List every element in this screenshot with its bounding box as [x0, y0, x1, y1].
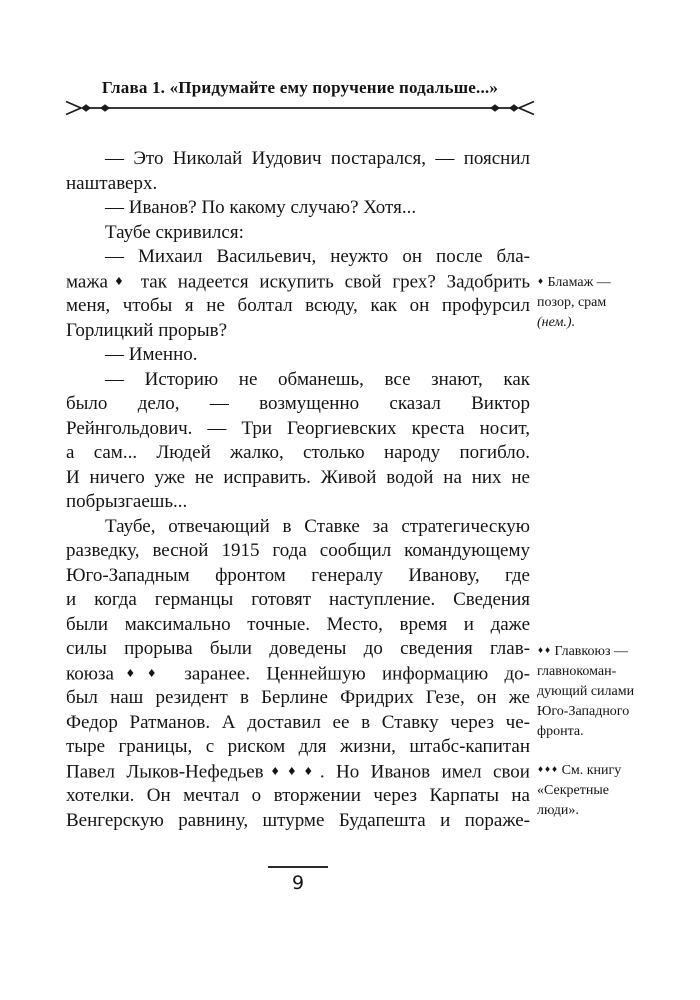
- text-line: силы прорыва были доведены до сведения глав-: [66, 638, 530, 659]
- footnote-marker-icon: ♦♦: [537, 646, 552, 655]
- footnote-marker-icon: ♦: [537, 277, 545, 286]
- text-line: — Михаил Васильевич, неужто он после бла-: [105, 246, 530, 267]
- footnote-marker-icon: ♦: [107, 274, 130, 288]
- note-line: позор, срам: [537, 295, 607, 311]
- margin-note-blamazh: [537, 272, 667, 333]
- text-line: разведку, весной 1915 года сообщил командующему: [66, 540, 530, 561]
- note-line: фронта.: [537, 724, 584, 740]
- chapter-title: Глава 1. «Придумайте ему поручение подальше...»: [101, 78, 499, 97]
- note-line: «Секретные: [537, 783, 609, 799]
- text-line: меня, чтобы я не болтал всюду, как он профурсил: [66, 295, 530, 316]
- text-line: — Иванов? По какому случаю? Хотя...: [105, 197, 417, 218]
- footnote-marker-icon: ♦♦♦: [263, 764, 320, 778]
- text-line: Горлицкий прорыв?: [66, 319, 228, 341]
- footer-rule: [268, 866, 328, 868]
- chapter-divider: [64, 100, 536, 116]
- note-line: главнокоман-: [537, 664, 617, 680]
- note-line: дующий силами: [537, 684, 635, 700]
- text-line: было дело, — возмущенно сказал Виктор: [66, 393, 530, 414]
- text-line: — Историю не обманешь, все знают, как: [105, 368, 530, 390]
- text-line: коюза♦♦ заранее. Ценнейшую информацию до-: [66, 662, 530, 684]
- text-line: наштаверх.: [66, 172, 158, 194]
- text-line: побрызгаешь...: [66, 491, 188, 512]
- text-line: и когда германцы готовят наступление. Сведения: [66, 589, 530, 610]
- text-line: Федор Ратманов. А доставил ее в Ставку через че-: [66, 711, 530, 733]
- note-line: люди».: [537, 803, 579, 819]
- note-line: Юго-Западного: [537, 704, 630, 720]
- note-line: (нем.).: [537, 315, 576, 331]
- footnote-marker-icon: ♦♦: [113, 666, 169, 680]
- text-line: а сам... Людей жалко, столько народу погибло.: [66, 442, 530, 463]
- note-line: ♦♦♦ См. книгу: [537, 763, 622, 779]
- text-line: Юго-Западным фронтом генералу Иванову, где: [66, 564, 530, 586]
- body-text: [66, 147, 530, 833]
- footnote-marker-icon: ♦♦♦: [537, 765, 559, 774]
- text-line: был наш резидент в Берлине Фридрих Гезе, он же: [66, 687, 530, 708]
- page-footer: [66, 866, 530, 894]
- text-line: Таубе, отвечающий в Ставке за стратегическую: [105, 515, 530, 537]
- margin-note-glavkoyuz: [537, 641, 667, 742]
- text-line: были максимально точные. Место, время и даже: [66, 613, 530, 635]
- text-line: Рейнгольдович. — Три Георгиевских креста носит,: [66, 417, 530, 439]
- text-line: тыре границы, с риском для жизни, штабс-капитан: [66, 736, 530, 757]
- note-line: ♦♦ Главкоюз —: [537, 644, 628, 660]
- text-line: мажа♦ так надеется искупить свой грех? Задобрить: [66, 270, 530, 292]
- page-number: 9: [291, 872, 305, 894]
- text-line: хотелки. Он мечтал о вторжении через Карпаты на: [66, 785, 530, 806]
- text-line: Павел Лыков-Нефедьев♦♦♦. Но Иванов имел свои: [66, 760, 530, 782]
- text-line: Таубе скривился:: [105, 221, 244, 243]
- margin-note-see-book: [537, 760, 667, 821]
- chapter-header: [66, 78, 534, 98]
- text-line: Венгерскую равнину, штурме Будапешта и пораже-: [66, 809, 530, 831]
- note-line: ♦ Бламаж —: [537, 275, 611, 291]
- text-line: — Именно.: [105, 344, 198, 365]
- divider-ornament-icon: [64, 100, 536, 116]
- text-line: — Это Николай Иудович постарался, — пояснил: [105, 148, 530, 169]
- text-line: И ничего уже не исправить. Живой водой на них не: [66, 466, 530, 488]
